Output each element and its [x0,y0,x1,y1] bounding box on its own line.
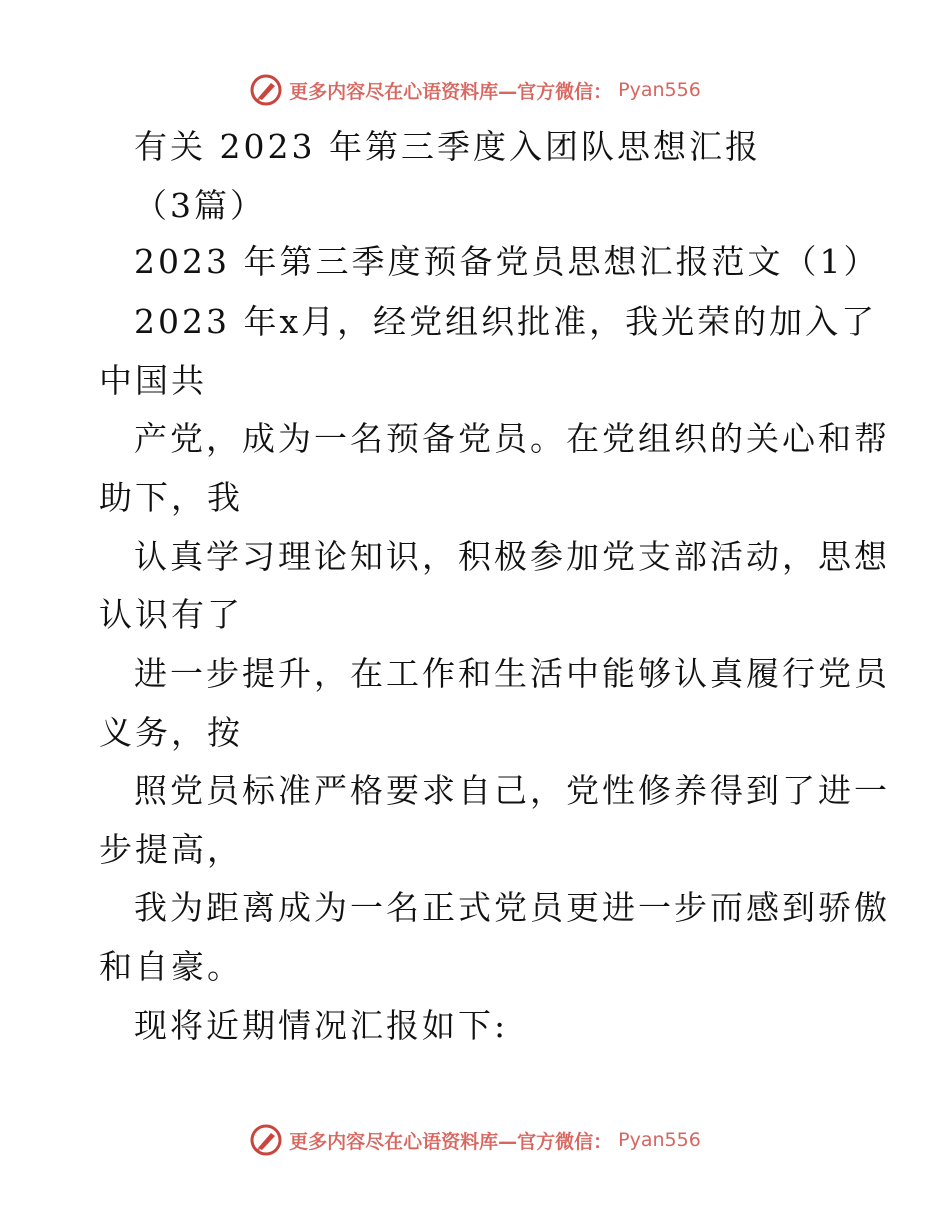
pen-logo-icon [249,1123,283,1157]
header-banner [0,70,950,110]
paragraph-line: 照党员标准严格要求自己，党性修养得到了进一 [134,771,890,810]
banner-text: 更多内容尽在心语资料库—官方微信： [289,80,613,103]
paragraph-line: 现将近期情况汇报如下: [134,1006,509,1045]
paragraph-line: 我为距离成为一名正式党员更进一步而感到骄傲 [134,888,890,927]
paragraph-line: 和自豪。 [99,947,243,986]
paragraph-line: 步提高， [99,830,243,869]
document-subtitle: 2023 年第三季度预备党员思想汇报范文（1） [134,242,880,281]
paragraph-line: 进一步提升，在工作和生活中能够认真履行党员 [134,654,890,693]
document-title-line-2: （3篇） [134,186,266,225]
pen-logo-icon [249,73,283,107]
paragraph-line: 认真学习理论知识，积极参加党支部活动，思想 [134,537,890,576]
paragraph-line: 义务，按 [99,713,243,752]
banner-text: 更多内容尽在心语资料库—官方微信： [289,1130,613,1153]
footer-banner [0,1120,950,1160]
banner-account: Pyan556 [618,79,701,101]
document-title-line-1: 有关 2023 年第三季度入团队思想汇报 [134,127,761,166]
paragraph-line: 助下，我 [99,478,243,517]
paragraph-line: 中国共 [99,361,207,400]
paragraph-line: 2023 年x月，经党组织批准，我光荣的加入了 [134,302,878,341]
paragraph-line: 产党，成为一名预备党员。在党组织的关心和帮 [134,419,890,458]
banner-account: Pyan556 [618,1129,701,1151]
paragraph-line: 认识有了 [99,595,243,634]
